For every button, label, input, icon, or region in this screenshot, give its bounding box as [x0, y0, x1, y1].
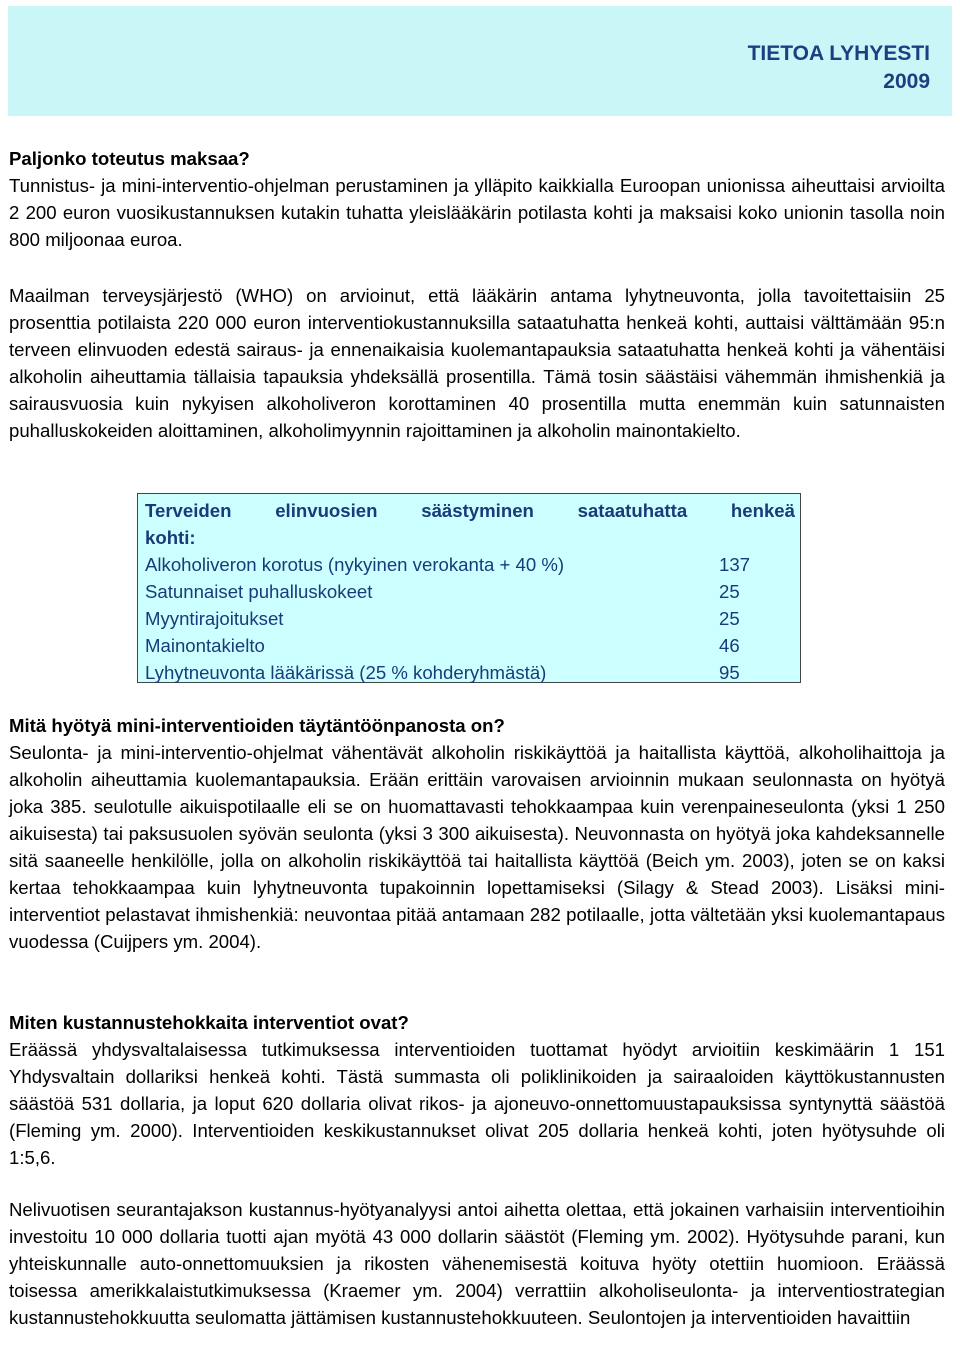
table-row — [145, 605, 795, 632]
section-cost — [9, 145, 945, 253]
section-paragraph: Tunnistus- ja mini-interventio-ohjelman perustaminen ja ylläpito kaikkialla Euroopan unionissa aiheuttaisi arvioilta 2 200 euron vuosikustannuksen kutakin tuhatta yleislääkärin potilasta kohti ja maksaisi koko unionin tasolla noin 800 miljoonaa euroa. — [9, 175, 945, 250]
section-paragraph: Seulonta- ja mini-interventio-ohjelmat vähentävät alkoholin riskikäyttöä ja haitallista käyttöä, alkoholihaittoja ja alkoholin aiheuttamia kuolemantapauksia. Erään erittäin varovaisen arvioinnin mukaan seulonnasta on hyötyä joka 385. seulotulle aikuispotilaalle eli se on huomattavasti tehokkaampaa kuin verenpaineseulonta (yksi 1 250 aikuisesta) tai paksusuolen syövän seulonta (yksi 3 300 aikuisesta). Neuvonnasta on hyötyä joka kahdeksannelle sitä saaneelle henkilölle, jolla on alkoholin riskikäyttöä tai haitallista käyttöä (Beich ym. 2003), joten se on kaksi kertaa tehokkaampaa kuin lyhytneuvonta tupakoinnin lopettamiseksi (Silagy & Stead 2003). Lisäksi mini-interventiot pelastavat ihmishenkiä: neuvontaa pitää antamaan 282 potilaalle, jotta vältetään yksi kuolemantapaus vuodessa (Cuijpers ym. 2004). — [9, 742, 945, 952]
row-label: Satunnaiset puhalluskokeet — [145, 581, 373, 602]
row-value: 95 — [719, 662, 740, 683]
table-heading-word: Terveiden — [145, 500, 232, 521]
row-value: 25 — [719, 608, 740, 629]
table-row — [145, 632, 795, 659]
section-cost-benefit-analysis — [9, 1196, 945, 1331]
table-row — [145, 551, 795, 578]
row-label: Mainontakielto — [145, 635, 265, 656]
section-paragraph: Nelivuotisen seurantajakson kustannus-hyötyanalyysi antoi aihetta olettaa, että jokainen varhaisiin interventioihin investoitu 10 000 dollaria tuotti ajan myötä 43 000 dollarin säästöt (Fleming ym. 2002). Hyötysuhde parani, kun yhteiskunnalle auto-onnettomuuksien ja rikosten vähenemisestä koituva hyöty otettiin huomioon. Eräässä toisessa amerikkalaistutkimuksessa (Kraemer ym. 2004) verrattiin alkoholiseulonta- ja interventiostrategian kustannustehokkuutta seulomatta jättämisen kustannustehokkuuteen. Seulontojen ja interventioiden havaittiin — [9, 1199, 945, 1328]
table-heading-line2: kohti: — [145, 527, 196, 548]
table-row — [145, 578, 795, 605]
section-heading: Paljonko toteutus maksaa? — [9, 148, 250, 169]
section-paragraph: Eräässä yhdysvaltalaisessa tutkimuksessa interventioiden tuottamat hyödyt arvioitiin keskimäärin 1 151 Yhdysvaltain dollariksi henkeä kohti. Tästä summasta oli poliklinikoiden ja sairaaloiden käyttökustannusten säästöä 531 dollaria, ja loput 620 dollaria olivat rikos- ja ajoneuvo-onnettomuustapauksissa syntynyttä säästöä (Fleming ym. 2000). Interventioiden keskikustannukset olivat 205 dollaria henkeä kohti, joten hyötysuhde oli 1:5,6. — [9, 1039, 945, 1168]
header-title: TIETOA LYHYESTI — [747, 42, 930, 65]
row-label: Lyhytneuvonta lääkärissä (25 % kohderyhmästä) — [145, 662, 547, 683]
table-heading-word: säästyminen — [421, 500, 534, 521]
header-year: 2009 — [883, 70, 930, 93]
section-heading: Miten kustannustehokkaita interventiot ovat? — [9, 1012, 409, 1033]
row-value: 46 — [719, 635, 740, 656]
section-paragraph: Maailman terveysjärjestö (WHO) on arvioinut, että lääkärin antama lyhytneuvonta, jolla tavoitettaisiin 25 prosenttia potilaista 220 000 euron interventiokustannuksilla sataatuhatta henkeä kohti, auttaisi välttämään 95:n terveen elinvuoden edestä sairaus- ja ennenaikaisia kuolemantapauksia sataatuhatta henkeä kohti ja vähentäisi alkoholin aiheuttamia tällaisia tapauksia yhdeksällä prosentilla. Tämä tosin säästäisi vähemmän ihmishenkiä ja sairausvuosia kuin nykyisen alkoholiveron korottaminen 40 prosentilla mutta enemmän kuin satunnaisten puhalluskokeiden aloittaminen, alkoholimyynnin rajoittaminen ja alkoholin mainontakielto. — [9, 285, 945, 441]
healthy-years-table — [137, 493, 801, 683]
section-benefits — [9, 712, 945, 955]
table-heading-word: sataatuhatta — [577, 500, 688, 521]
row-value: 25 — [719, 581, 740, 602]
section-who-estimate — [9, 282, 945, 444]
table-row — [145, 659, 795, 686]
section-cost-effectiveness — [9, 1009, 945, 1171]
table-heading — [145, 497, 795, 551]
table-rows — [145, 551, 795, 686]
header-banner — [8, 6, 952, 116]
row-label: Myyntirajoitukset — [145, 608, 284, 629]
section-heading: Mitä hyötyä mini-interventioiden täytäntöönpanosta on? — [9, 715, 505, 736]
table-heading-word: elinvuosien — [275, 500, 378, 521]
row-label: Alkoholiveron korotus (nykyinen verokanta + 40 %) — [145, 554, 565, 575]
row-value: 137 — [719, 554, 751, 575]
table-heading-word: henkeä — [730, 500, 795, 521]
